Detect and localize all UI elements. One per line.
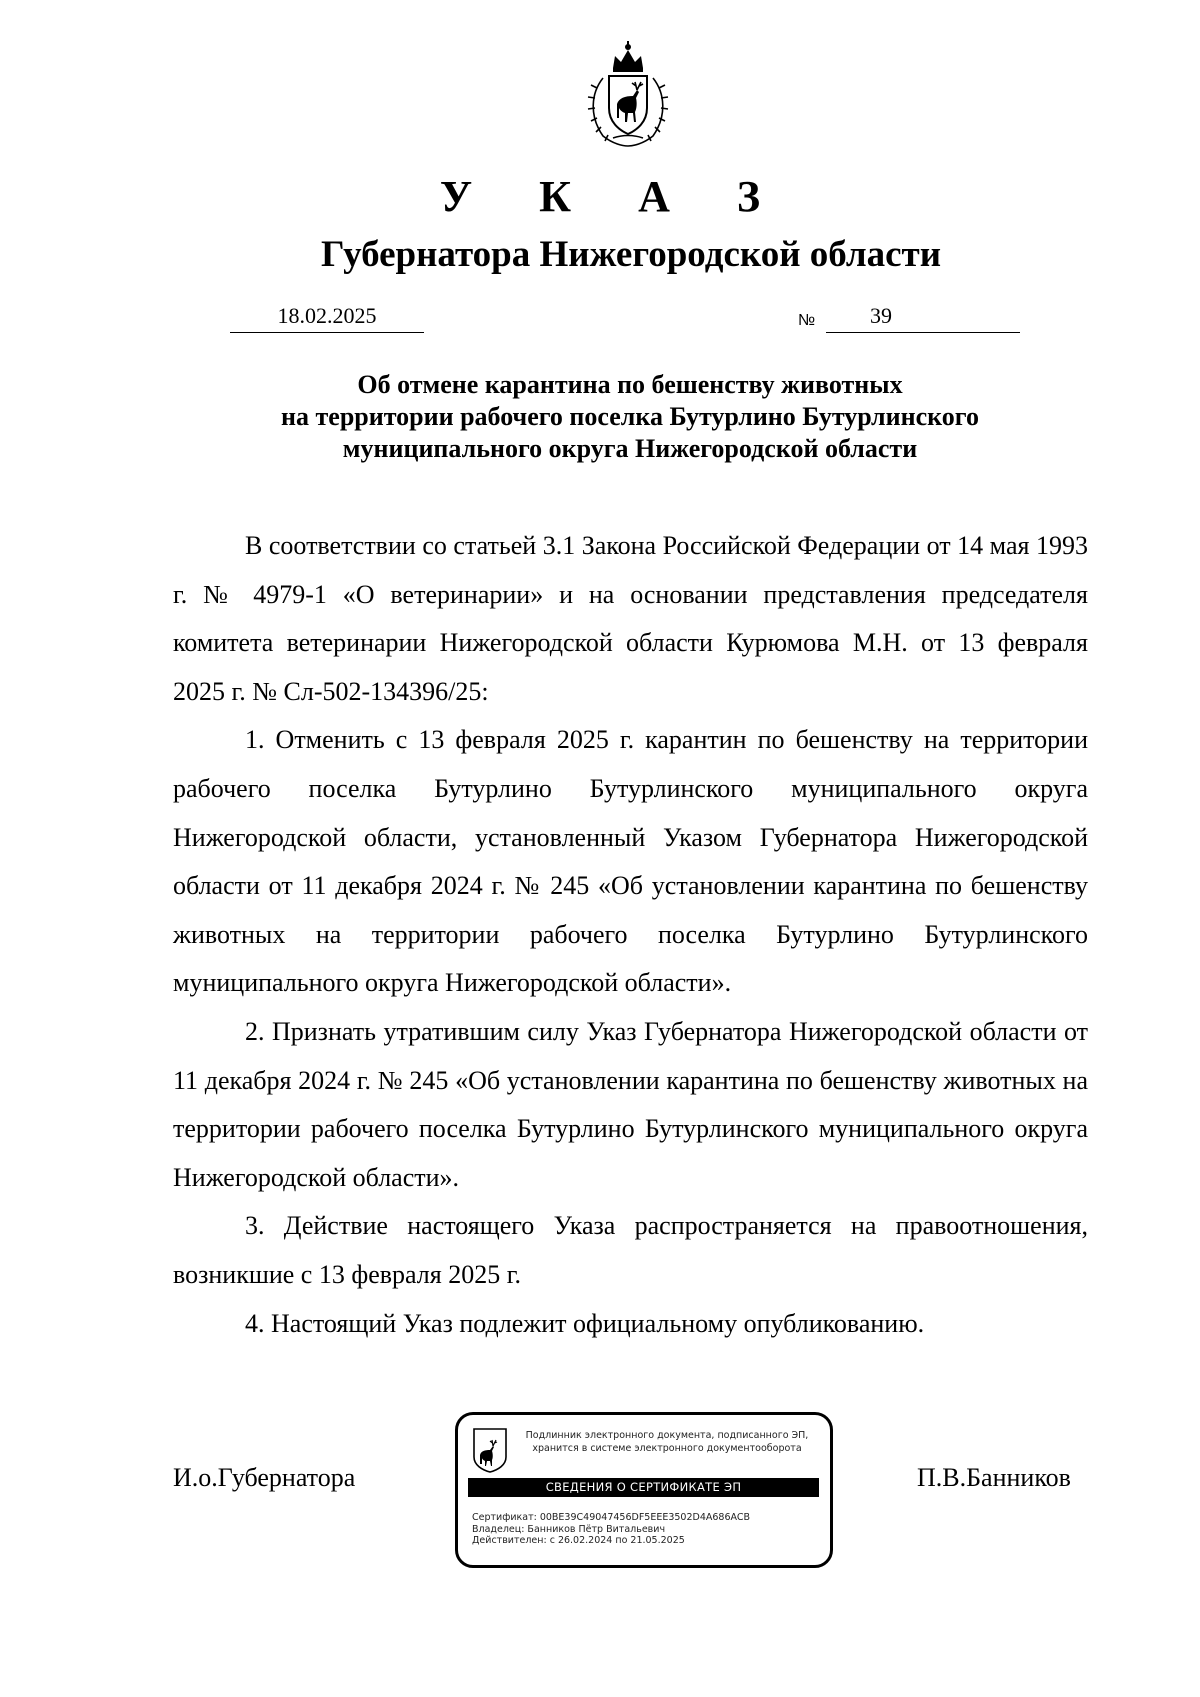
preamble-paragraph: В соответствии со статьей 3.1 Закона Российской Федерации от 14 мая 1993 г. № 4979-1 «О ветеринарии» и на основании представления председателя комитета ветеринарии Нижегородской области Курюмова М.Н. от 13 февраля 2025 г. № Сл-502-134396/25: [173, 531, 1088, 706]
subject-line: муниципального округа Нижегородской области [342, 434, 918, 463]
stamp-header [508, 1429, 826, 1455]
document-number-field [826, 302, 1020, 333]
stamp-header-line: хранится в системе электронного документооборота [532, 1443, 802, 1454]
certificate-validity: Действителен: с 26.02.2024 по 21.05.2025 [472, 1535, 685, 1546]
clause-4-paragraph: 4. Настоящий Указ подлежит официальному опубликованию. [245, 1308, 925, 1338]
subject-line: Об отмене карантина по бешенству животных [357, 370, 903, 399]
deer-emblem-icon [472, 1427, 508, 1473]
coat-of-arms-icon [573, 38, 683, 148]
signatory-name: П.В.Банников [917, 1463, 1071, 1492]
document-type-title: У К А З [439, 172, 789, 221]
stamp-header-line: Подлинник электронного документа, подписанного ЭП, [525, 1430, 809, 1441]
electronic-signature-stamp [455, 1412, 833, 1568]
subject-line: на территории рабочего поселка Бутурлино Бутурлинского [281, 402, 979, 431]
document-body [173, 522, 1088, 1348]
certificate-id: Сертификат: 00BE39C49047456DF5EEE3502D4A686ACB [472, 1512, 750, 1523]
document-number: 39 [870, 303, 892, 328]
document-date: 18.02.2025 [230, 302, 424, 333]
certificate-details [472, 1512, 750, 1547]
issuer-title: Губернатора Нижегородской области [320, 234, 942, 275]
document-subject [150, 369, 1110, 465]
clause-1-paragraph: 1. Отменить с 13 февраля 2025 г. карантин по бешенству на территории рабочего поселка Бутурлино Бутурлинского муниципального округа Нижегородской области, установленный Указом Губернатора Нижегородской области от 11 декабря 2024 г. № 245 «Об установлении карантина по бешенству животных на территории рабочего поселка Бутурлино Бутурлинского муниципального округа Нижегородской области». [173, 725, 1088, 998]
clause-3-paragraph: 3. Действие настоящего Указа распространяется на правоотношения, возникшие с 13 февраля 2025 г. [173, 1211, 1088, 1289]
number-sign: № [798, 312, 816, 329]
signatory-position: И.о.Губернатора [173, 1463, 356, 1492]
certificate-banner: СВЕДЕНИЯ О СЕРТИФИКАТЕ ЭП [468, 1478, 819, 1497]
clause-2-paragraph: 2. Признать утратившим силу Указ Губернатора Нижегородской области от 11 декабря 2024 г. № 245 «Об установлении карантина по бешенству животных на территории рабочего поселка Бутурлино Бутурлинского муниципального округа Нижегородской области». [173, 1016, 1088, 1192]
certificate-owner: Владелец: Банников Пётр Витальевич [472, 1523, 666, 1535]
